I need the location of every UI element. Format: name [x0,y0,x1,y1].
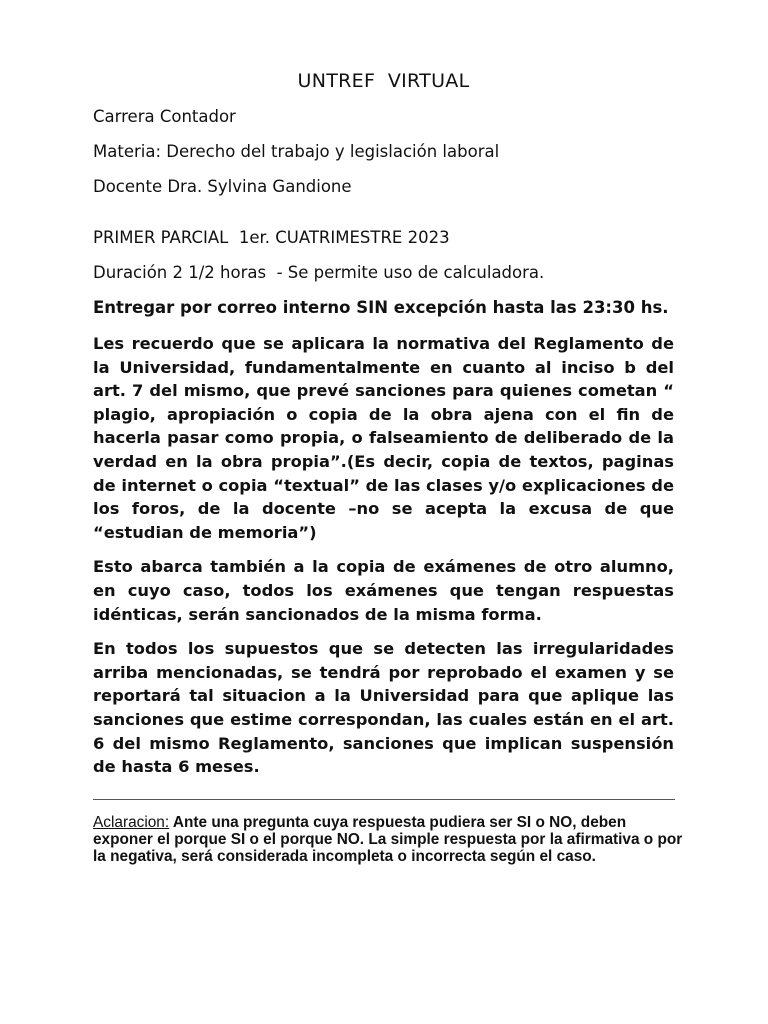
horizontal-divider [93,799,675,800]
duration-line: Duración 2 1/2 horas - Se permite uso de calculadora. [93,263,545,282]
teacher-line: Docente Dra. Sylvina Gandione [93,177,352,196]
copy-exams-paragraph: Esto abarca también a la copia de exámenes de otro alumno, en cuyo caso, todos los exámenes que tengan respuestas idénticas, serán sancionados de la misma forma. [93,557,674,624]
delivery-line: Entregar por correo interno SIN excepción hasta las 23:30 hs. [93,298,669,317]
document-title: UNTREF VIRTUAL [297,70,470,92]
clarification-note [93,814,683,865]
document-page [93,70,683,865]
subject-line: Materia: Derecho del trabajo y legislación laboral [93,142,500,161]
career-line: Carrera Contador [93,107,236,126]
sanctions-paragraph: En todos los supuestos que se detecten las irregularidades arriba mencionadas, se tendrá por reprobado el examen y se reportará tal situacion a la Universidad para que aplique las sanciones que estime correspondan, las cuales están en el art. 6 del mismo Reglamento, sanciones que implican suspensión de hasta 6 meses. [93,639,674,777]
clarification-text: Ante una pregunta cuya respuesta pudiera ser SI o NO, deben exponer el porque SI o el porque NO. La simple respuesta por la afirmativa o por la negativa, será considerada incompleta o incorrecta según el caso. [93,813,683,865]
clarification-label: Aclaracion: [93,813,170,831]
plagiarism-paragraph: Les recuerdo que se aplicara la normativa del Reglamento de la Universidad, fundamentalmente en cuanto al inciso b del art. 7 del mismo, que prevé sanciones para quienes cometan “ plagio, apropiación o copia de la obra ajena con el fin de hacerla pasar como propia, o falseamiento de deliberado de la verdad en la obra propia”.(Es decir, copia de textos, paginas de internet o copia “textual” de las clases y/o explicaciones de los foros, de la docente –no se acepta la excusa de que “estudian de memoria”) [93,334,674,542]
exam-name-line: PRIMER PARCIAL 1er. CUATRIMESTRE 2023 [93,228,450,247]
